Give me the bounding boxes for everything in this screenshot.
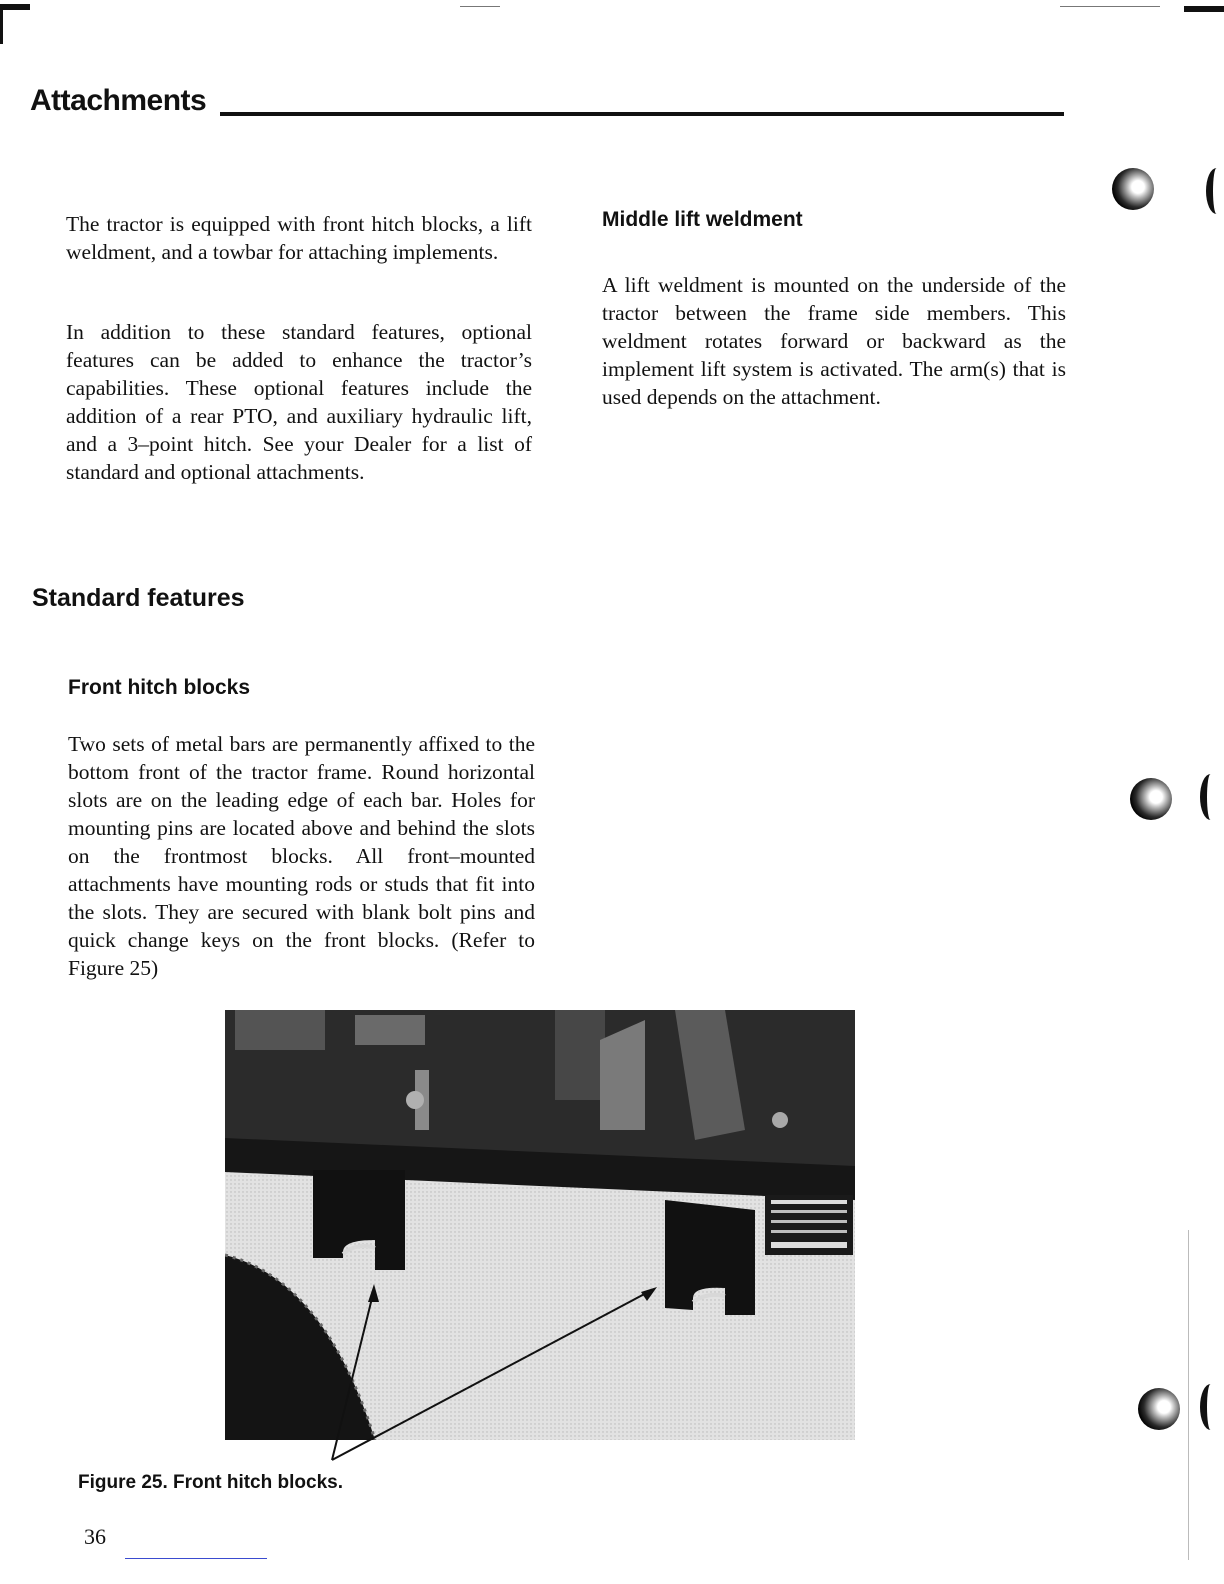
- front-hitch-photo: [225, 1010, 855, 1440]
- front-hitch-paragraph: Two sets of metal bars are permanently affixed to the bottom front of the tractor frame. Round horizontal slots are on the leading edge of each bar. Holes for mounting pins are located above and behind the slots on the frontmost blocks. All front–mounted attachments have mounting rods or studs that fit into the slots. They are secured with blank bolt pins and quick change keys on the front blocks. (Refer to Figure 25): [68, 732, 535, 980]
- scan-top-rule: [460, 6, 500, 7]
- title-underline: [220, 112, 1064, 116]
- page-number: 36: [84, 1524, 106, 1549]
- page-edge-line: [1188, 1230, 1189, 1560]
- scan-corner-mark-vertical: [0, 4, 3, 44]
- footer-rule: [125, 1558, 267, 1559]
- middle-lift-paragraph: A lift weldment is mounted on the underside of the tractor between the frame side members. This weldment rotates forward or backward as the implement lift system is activated. The arm(s) that is used depends on the attachment.: [602, 273, 1066, 409]
- binder-edge-icon: [1200, 774, 1221, 820]
- binder-edge-icon: [1206, 168, 1224, 214]
- binder-edge-icon: [1200, 1384, 1221, 1430]
- standard-features-heading: Standard features: [32, 584, 245, 612]
- binder-hole-icon: [1138, 1388, 1180, 1430]
- front-hitch-heading: Front hitch blocks: [68, 676, 251, 699]
- binder-hole-icon: [1112, 168, 1154, 210]
- scan-corner-mark-right: [1184, 6, 1224, 12]
- intro-paragraph-1: The tractor is equipped with front hitch blocks, a lift weldment, and a towbar for attaching implements.: [66, 212, 532, 264]
- binder-hole-icon: [1130, 778, 1172, 820]
- middle-lift-heading: Middle lift weldment: [602, 208, 803, 231]
- scan-corner-mark: [0, 4, 30, 10]
- page-title: Attachments: [30, 84, 207, 117]
- figure-caption: Figure 25. Front hitch blocks.: [78, 1472, 343, 1493]
- scan-top-rule: [1060, 6, 1160, 7]
- intro-paragraph-2: In addition to these standard features, optional features can be added to enhance the tractor’s capabilities. These optional features include the addition of a rear PTO, and auxiliary hydraulic lift, and a 3–point hitch. See your Dealer for a list of standard and optional attachments.: [66, 320, 532, 484]
